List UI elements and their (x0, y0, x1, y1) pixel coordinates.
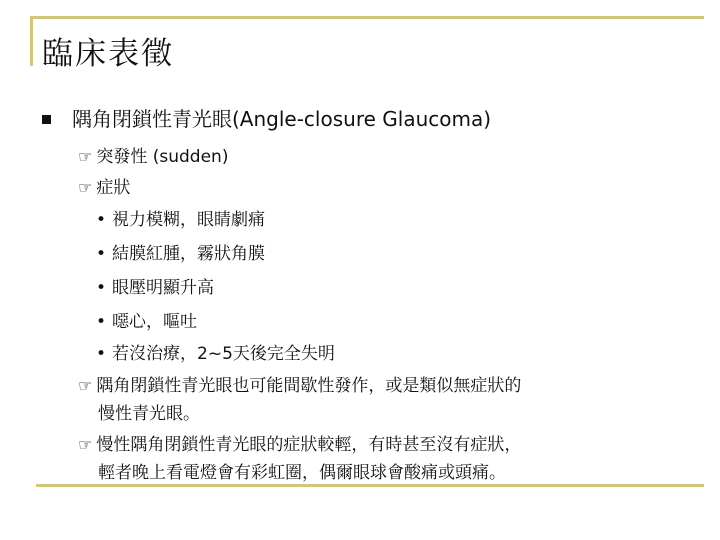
sub-item-text-line2: 慢性青光眼。 (98, 404, 200, 424)
square-bullet-icon (42, 115, 51, 124)
symptom-item (96, 205, 265, 230)
sub-item-intermittent (78, 371, 521, 396)
dot-bullet-icon: • (96, 244, 107, 264)
frame-top-line (30, 16, 704, 19)
symptom-text: 噁心，嘔吐 (112, 312, 198, 332)
symptom-item (96, 273, 214, 298)
symptom-item (96, 307, 197, 332)
sub-item-text-line2: 輕者晚上看電燈會有彩虹圈，偶爾眼球會酸痛或頭痛。 (98, 463, 506, 483)
symptom-text: 若沒治療，2~5天後完全失明 (112, 344, 335, 364)
frame-bottom-line (36, 484, 704, 487)
sub-item-text-line1: 隅角閉鎖性青光眼也可能間歇性發作，或是類似無症狀的 (96, 376, 522, 396)
sub-item-text-line1: 慢性隅角閉鎖性青光眼的症狀較輕，有時甚至沒有症狀， (96, 435, 522, 455)
frame-left-line (30, 16, 33, 66)
pointing-hand-icon: ☞ (78, 178, 93, 197)
symptom-item (96, 239, 265, 264)
dot-bullet-icon: • (96, 312, 107, 332)
main-bullet-text: 隅角閉鎖性青光眼(Angle-closure Glaucoma) (72, 107, 492, 131)
dot-bullet-icon: • (96, 344, 107, 364)
symptom-text: 結膜紅腫，霧狀角膜 (112, 244, 266, 264)
dot-bullet-icon: • (96, 278, 107, 298)
pointing-hand-icon: ☞ (78, 435, 93, 454)
sub-item-label: 症狀 (96, 178, 131, 198)
sub-item-label: 突發性 (sudden) (96, 147, 229, 167)
sub-item-chronic (78, 430, 521, 455)
pointing-hand-icon: ☞ (78, 147, 93, 166)
symptom-text: 眼壓明顯升高 (112, 278, 215, 298)
dot-bullet-icon: • (96, 210, 107, 230)
pointing-hand-icon: ☞ (78, 376, 93, 395)
symptom-text: 視力模糊，眼睛劇痛 (112, 210, 266, 230)
sub-item-sudden (78, 142, 228, 167)
slide-title: 臨床表徵 (42, 36, 174, 72)
symptom-item (96, 339, 335, 364)
sub-item-symptoms (78, 173, 130, 198)
